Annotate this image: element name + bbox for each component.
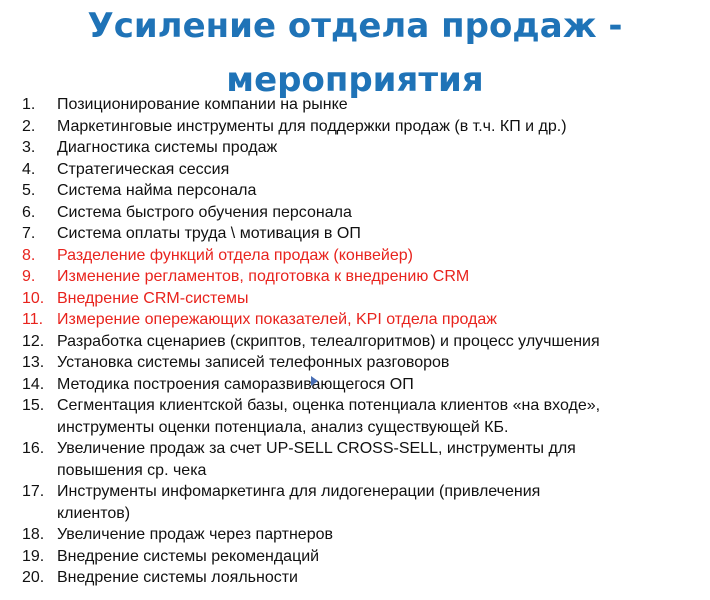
list-item-text-line: Система быстрого обучения персонала: [57, 203, 352, 221]
list-item-text: [57, 288, 710, 310]
list-item-text-line: Увеличение продаж через партнеров: [57, 526, 333, 543]
list-item-number: 17.: [22, 483, 45, 500]
list-item: [0, 288, 710, 310]
list-item-text: [57, 202, 710, 224]
list-item-text-line: Диагностика системы продаж: [57, 139, 278, 156]
list-item-number: 7.: [22, 225, 36, 242]
list-item-text-line: Разработка сценариев (скриптов, телеалгоритмов) и процесс улучшения: [57, 332, 600, 350]
list-item-number: 20.: [22, 569, 45, 586]
list-item-number: 5.: [22, 182, 36, 199]
list-item-number: 2.: [22, 117, 36, 135]
list-item-text: [57, 180, 710, 202]
list-item-text-line: Внедрение системы рекомендаций: [57, 547, 320, 565]
list-item-text: [57, 94, 710, 116]
list-item-text: [57, 223, 710, 245]
list-item-number: 9.: [22, 268, 36, 285]
list-item-text-line: Сегментация клиентской базы, оценка потенциала клиентов «на входе»,: [57, 397, 601, 414]
pointer-cursor-icon: [311, 376, 318, 386]
list-item: [0, 116, 710, 138]
list-item-text: [57, 309, 710, 331]
list-item-number: 15.: [22, 397, 45, 414]
list-item-text: [57, 159, 710, 181]
list-item-text-line: Установка системы записей телефонных разговоров: [57, 354, 450, 371]
list-item-number: 16.: [22, 440, 45, 457]
list-item-text: [57, 567, 710, 589]
list-item-text: [57, 352, 710, 374]
list-item-text-line: Внедрение CRM-системы: [57, 289, 249, 307]
list-item-text-line: Позиционирование компании на рынке: [57, 96, 348, 113]
list-item-text-line: Увеличение продаж за счет UP-SELL CROSS-SELL, инструменты для: [57, 440, 576, 457]
list-item: [0, 481, 710, 524]
list-item: [0, 374, 710, 396]
list-item: [0, 94, 710, 116]
list-item-text: [57, 137, 710, 159]
list-item-text-line: Изменение регламентов, подготовка к внедрению CRM: [57, 268, 470, 285]
slide-title-line-2: мероприятия: [226, 60, 484, 100]
list-item-text: [57, 481, 710, 524]
list-item-number: 19.: [22, 547, 45, 565]
list-item-text-line: Стратегическая сессия: [57, 160, 230, 178]
list-item-text-line: клиентов): [57, 504, 131, 522]
list-item: [0, 159, 710, 181]
list-item: [0, 395, 710, 438]
list-item-number: 14.: [22, 375, 45, 393]
list-item-number: 11.: [22, 311, 44, 328]
list-item-number: 6.: [22, 203, 36, 221]
list-item-number: 1.: [22, 96, 36, 113]
list-item: [0, 266, 710, 288]
list-item-text: [57, 524, 710, 546]
list-item: [0, 309, 710, 331]
list-item-number: 8.: [22, 246, 36, 264]
list-item-text: [57, 266, 710, 288]
measures-list: [0, 94, 710, 589]
list-item-text-line: Система оплаты труда \ мотивация в ОП: [57, 225, 361, 242]
corner-mark: [2, 586, 8, 596]
list-item: [0, 202, 710, 224]
list-item-text-line: Измерение опережающих показателей, KPI отдела продаж: [57, 311, 497, 328]
list-item-text-line: Система найма персонала: [57, 182, 257, 199]
list-item-text: [57, 245, 710, 267]
list-item: [0, 352, 710, 374]
list-item-number: 10.: [22, 289, 45, 307]
list-item: [0, 438, 710, 481]
list-item-text: [57, 116, 710, 138]
list-item-text-line: Инструменты инфомаркетинга для лидогенерации (привлечения: [57, 483, 541, 500]
slide-title-line-1: Усиление отдела продаж -: [87, 6, 623, 46]
list-item-text: [57, 331, 710, 353]
list-item: [0, 546, 710, 568]
list-item: [0, 331, 710, 353]
list-item-text-line: Разделение функций отдела продаж (конвейер): [57, 246, 413, 264]
list-item: [0, 245, 710, 267]
list-item: [0, 567, 710, 589]
list-item-number: 13.: [22, 354, 45, 371]
list-item-number: 12.: [22, 332, 45, 350]
list-item-text-line: Методика построения саморазвивающегося ОП: [57, 375, 414, 393]
list-item: [0, 223, 710, 245]
list-item: [0, 137, 710, 159]
list-item-number: 4.: [22, 160, 36, 178]
list-item-text: [57, 395, 710, 438]
list-item: [0, 524, 710, 546]
list-item-text-line: повышения ср. чека: [57, 461, 207, 479]
list-item-text-line: инструменты оценки потенциала, анализ существующей КБ.: [57, 418, 509, 436]
list-item-number: 18.: [22, 526, 45, 543]
list-item-number: 3.: [22, 139, 36, 156]
list-item-text: [57, 374, 710, 396]
list-item: [0, 180, 710, 202]
list-item-text: [57, 546, 710, 568]
list-item-text-line: Маркетинговые инструменты для поддержки продаж (в т.ч. КП и др.): [57, 117, 567, 135]
list-item-text: [57, 438, 710, 481]
list-item-text-line: Внедрение системы лояльности: [57, 569, 298, 586]
